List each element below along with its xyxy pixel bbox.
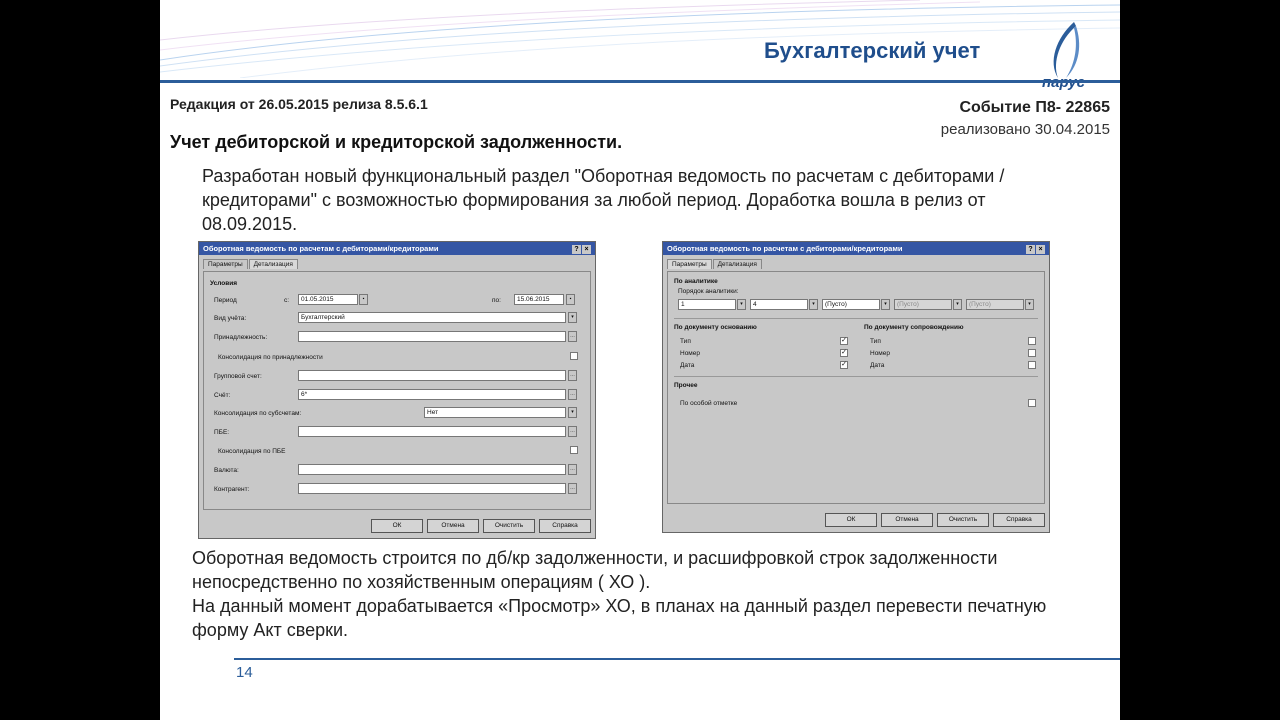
basis-date-checkbox[interactable]: ✓ (841, 361, 847, 368)
dialog-parameters (198, 241, 596, 539)
divider (674, 376, 1038, 377)
analytics-order-label: Порядок аналитики: (678, 288, 739, 295)
dropdown-icon[interactable]: ▾ (568, 407, 577, 418)
cancel-button[interactable]: Отмена (881, 513, 933, 527)
dialog-title: Оборотная ведомость по расчетам с дебиторами/кредиторами (667, 244, 903, 253)
analytics-order-5[interactable]: (Пусто) (966, 299, 1024, 310)
help-icon[interactable]: ? (572, 245, 581, 254)
account-input[interactable]: 6* (298, 389, 566, 400)
clear-button[interactable]: Очистить (937, 513, 989, 527)
dropdown-icon[interactable]: ▾ (737, 299, 746, 310)
basis-type-checkbox[interactable]: ✓ (841, 337, 847, 344)
outro-paragraph (192, 546, 1102, 642)
dialog-titlebar (663, 242, 1049, 255)
event-number: Событие П8- 22865 (959, 99, 1110, 116)
consolidation-ownership-label: Консолидация по принадлежности (218, 354, 323, 361)
tab-parameters[interactable]: Параметры (667, 259, 712, 269)
dialog-details (662, 241, 1050, 533)
section-title: Бухгалтерский учет (764, 38, 981, 63)
analytics-section-label: По аналитике (674, 278, 718, 285)
consolidation-pbe-checkbox[interactable] (570, 446, 578, 454)
special-mark-checkbox[interactable] (1028, 399, 1036, 407)
consolidation-pbe-label: Консолидация по ПБЕ (218, 448, 286, 455)
group-account-input[interactable] (298, 370, 566, 381)
accompanying-date-label: Дата (870, 362, 885, 369)
clear-button[interactable]: Очистить (483, 519, 535, 533)
consolidation-subaccounts-label: Консолидация по субсчетам: (214, 410, 302, 417)
close-icon[interactable]: × (1036, 245, 1045, 254)
special-mark-label: По особой отметке (680, 400, 738, 407)
dropdown-icon[interactable]: ▾ (809, 299, 818, 310)
other-section-label: Прочее (674, 382, 698, 389)
consolidation-subaccounts-select[interactable]: Нет (424, 407, 566, 418)
analytics-order-2[interactable]: 4 (750, 299, 808, 310)
ellipsis-icon[interactable]: … (568, 464, 577, 475)
counterparty-input[interactable] (298, 483, 566, 494)
tab-details[interactable]: Детализация (713, 259, 762, 269)
help-icon[interactable]: ? (1026, 245, 1035, 254)
tab-details[interactable]: Детализация (249, 259, 298, 269)
page-number: 14 (236, 664, 253, 681)
basis-doc-section-label: По документу основанию (674, 324, 757, 331)
outro-text-2: На данный момент дорабатывается «Просмотр» ХО, в планах на данный раздел перевести печатную форму Акт сверки. (192, 596, 1047, 640)
accompanying-number-label: Номер (870, 350, 891, 357)
analytics-order-1[interactable]: 1 (678, 299, 736, 310)
consolidation-ownership-checkbox[interactable] (570, 352, 578, 360)
dropdown-icon[interactable]: ▾ (881, 299, 890, 310)
period-to-input[interactable]: 15.06.2015 (514, 294, 564, 305)
ok-button[interactable]: ОК (371, 519, 423, 533)
dialog-titlebar (199, 242, 595, 255)
currency-label: Валюта: (214, 467, 239, 474)
ellipsis-icon[interactable]: … (568, 483, 577, 494)
ellipsis-icon[interactable]: … (568, 370, 577, 381)
dropdown-icon[interactable]: ▾ (568, 312, 577, 323)
to-label: по: (492, 297, 501, 304)
ellipsis-icon[interactable]: … (568, 331, 577, 342)
dropdown-icon[interactable]: ▾ (953, 299, 962, 310)
basis-type-label: Тип (680, 338, 691, 345)
accompanying-doc-section-label: По документу сопровождению (864, 324, 964, 331)
pbe-label: ПБЕ: (214, 429, 230, 436)
from-label: с: (284, 297, 290, 304)
accompanying-date-checkbox[interactable] (1028, 361, 1036, 369)
analytics-order-4[interactable]: (Пусто) (894, 299, 952, 310)
currency-input[interactable] (298, 464, 566, 475)
slide (160, 0, 1120, 720)
period-from-input[interactable]: 01.05.2015 (298, 294, 358, 305)
edition-label: Редакция от 26.05.2015 релиза 8.5.6.1 (170, 96, 428, 112)
details-panel (667, 271, 1045, 504)
group-account-label: Групповой счет: (214, 373, 262, 380)
dropdown-icon[interactable]: ▾ (1025, 299, 1034, 310)
parameters-panel (203, 271, 591, 510)
ownership-input[interactable] (298, 331, 566, 342)
header-divider (160, 80, 1120, 83)
cancel-button[interactable]: Отмена (427, 519, 479, 533)
help-button[interactable]: Справка (993, 513, 1045, 527)
implemented-date: реализовано 30.04.2015 (940, 121, 1110, 138)
accompanying-number-checkbox[interactable] (1028, 349, 1036, 357)
accompanying-type-label: Тип (870, 338, 881, 345)
page-heading: Учет дебиторской и кредиторской задолженности. (170, 132, 623, 152)
ellipsis-icon[interactable]: … (568, 389, 577, 400)
analytics-order-3[interactable]: (Пусто) (822, 299, 880, 310)
calendar-icon[interactable]: ▪ (359, 294, 368, 305)
ok-button[interactable]: ОК (825, 513, 877, 527)
basis-date-label: Дата (680, 362, 695, 369)
accounting-type-label: Вид учёта: (214, 315, 247, 322)
basis-number-checkbox[interactable]: ✓ (841, 349, 847, 356)
close-icon[interactable]: × (582, 245, 591, 254)
pbe-input[interactable] (298, 426, 566, 437)
divider (674, 318, 1038, 319)
counterparty-label: Контрагент: (214, 486, 250, 493)
conditions-label: Условия (210, 280, 238, 287)
basis-number-label: Номер (680, 350, 701, 357)
accounting-type-input[interactable]: Бухгалтерский (298, 312, 566, 323)
calendar-icon[interactable]: ▪ (566, 294, 575, 305)
dialog-title: Оборотная ведомость по расчетам с дебиторами/кредиторами (203, 244, 439, 253)
period-label: Период (214, 297, 237, 304)
ownership-label: Принадлежность: (214, 334, 268, 341)
ellipsis-icon[interactable]: … (568, 426, 577, 437)
tab-parameters[interactable]: Параметры (203, 259, 248, 269)
accompanying-type-checkbox[interactable] (1028, 337, 1036, 345)
footer-divider (234, 658, 1120, 660)
outro-text-1: Оборотная ведомость строится по дб/кр задолженности, и расшифровкой строк задолженности непосредственно по хозяйственным операциям ( ХО ). (192, 548, 998, 592)
account-label: Счёт: (214, 392, 231, 399)
intro-paragraph: Разработан новый функциональный раздел "Оборотная ведомость по расчетам с дебиторами / кредиторами" с возможностью формирования за любой период. Доработка вошла в релиз от 08.09.2015. (202, 166, 1005, 234)
help-button[interactable]: Справка (539, 519, 591, 533)
